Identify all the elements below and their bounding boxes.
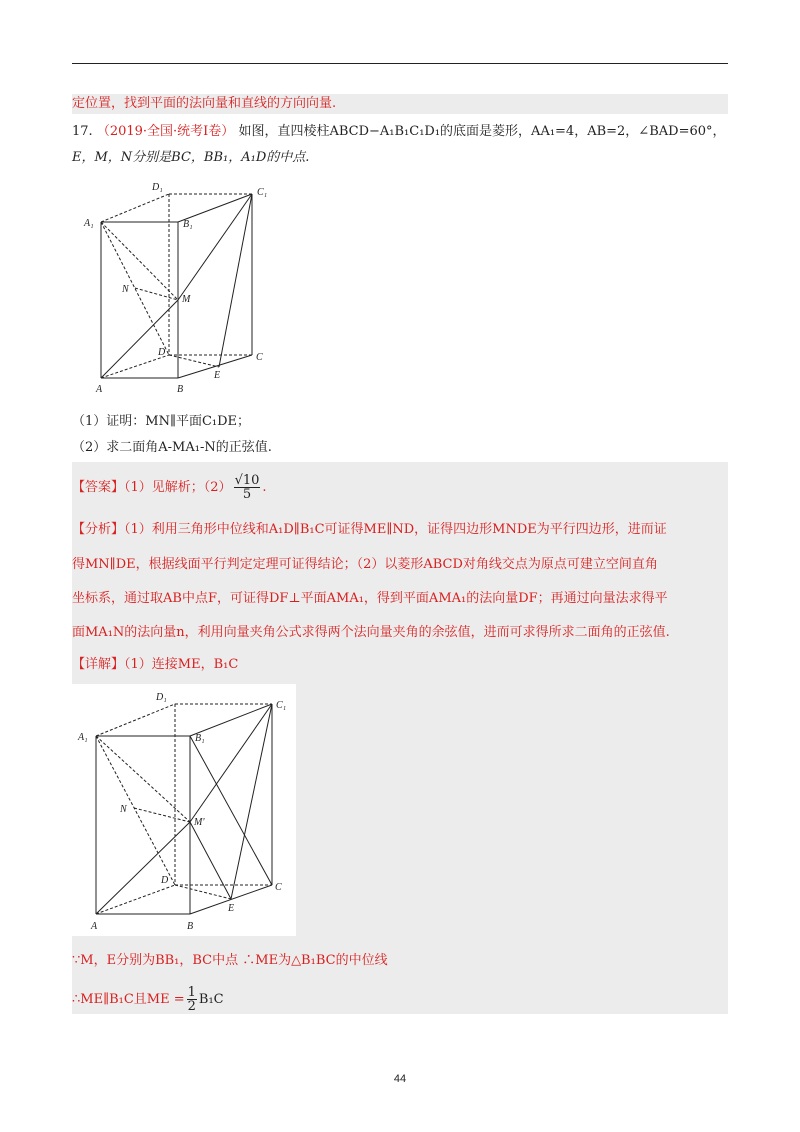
- fig2-label-B1: B₁: [195, 733, 205, 744]
- label-M: M: [182, 294, 191, 305]
- question-1: （1）证明：MN∥平面C₁DE；: [72, 414, 251, 429]
- label-B: B: [177, 384, 184, 395]
- fig2-label-A1: A₁: [78, 732, 88, 743]
- fig2-label-M: M': [194, 817, 205, 828]
- problem-line-2: E，M，N分别是BC，BB₁，A₁D的中点.: [72, 150, 310, 165]
- label-E: E: [214, 370, 221, 381]
- answer-frac-den: 5: [242, 487, 252, 502]
- problem-line-1: [72, 123, 726, 141]
- answer-part1: （1）见解析；（2）: [124, 480, 232, 495]
- analysis-text-1: （1）利用三角形中位线和A₁D∥B₁C可证得ME∥ND，证得四边形MNDE为平行四边形，进而证: [124, 522, 667, 537]
- answer-frac-num: √10: [234, 473, 260, 488]
- fig2-label-E: E: [228, 903, 235, 914]
- detail-line-3: [72, 986, 224, 1013]
- detail-frac-den: 2: [187, 999, 196, 1014]
- detail-text-3a: ∴ME∥B₁C且ME =: [72, 992, 185, 1007]
- detail-fraction: [187, 986, 197, 1013]
- label-B1: B₁: [183, 219, 193, 230]
- label-C: C: [256, 352, 263, 363]
- label-C1: C₁: [257, 187, 268, 198]
- label-D1: D₁: [152, 182, 163, 193]
- label-A: A: [96, 384, 103, 395]
- detail-line-2: ∵M，E分别为BB₁，BC中点 ∴ME为△B₁BC的中位线: [72, 953, 388, 968]
- detail-line-1: [72, 656, 238, 674]
- problem-source: （2019·全国·统考Ⅰ卷）: [96, 124, 235, 139]
- analysis-line-3: 坐标系，通过取AB中点F，可证得DF⊥平面AMA₁，得到平面AMA₁的法向量DF；再通过向量法求得平: [72, 591, 668, 606]
- intro-line: 定位置，找到平面的法向量和直线的方向向量.: [72, 96, 337, 111]
- fig2-label-N: N: [120, 804, 127, 815]
- prism-figure-2: [72, 684, 296, 936]
- analysis-line-2: 得MN∥DE，根据线面平行判定定理可证得结论；（2）以菱形ABCD对角线交点为原点可建立空间直角: [72, 557, 658, 572]
- fig2-label-B: B: [187, 921, 194, 932]
- fig2-label-D: D: [161, 875, 169, 886]
- prism-figure-1: [80, 178, 280, 400]
- analysis-line-4: 面MA₁N的法向量n，利用向量夹角公式求得两个法向量夹角的余弦值，进而可求得所求二面角的正弦值.: [72, 625, 670, 640]
- fig2-label-A: A: [91, 921, 98, 932]
- fig2-label-C1: C₁: [276, 700, 287, 711]
- label-A1: A₁: [84, 218, 94, 229]
- detail-tag: 【详解】: [72, 657, 125, 672]
- fig2-label-D1: D₁: [156, 692, 167, 703]
- label-N: N: [122, 284, 129, 295]
- answer-tag: 【答案】: [72, 480, 125, 495]
- detail-text-1: （1）连接ME，B₁C: [124, 657, 239, 672]
- fig2-label-C: C: [275, 882, 282, 893]
- label-D: D: [158, 347, 166, 358]
- header-rule: [72, 63, 728, 64]
- question-2: （2）求二面角A-MA₁-N的正弦值.: [72, 440, 272, 455]
- answer-fraction: [234, 474, 261, 501]
- problem-number: 17.: [72, 124, 93, 139]
- detail-frac-num: 1: [187, 985, 196, 1000]
- problem-text-1: 如图，直四棱柱ABCD−A₁B₁C₁D₁的底面是菱形，AA₁=4，AB=2，∠BAD=60°，: [238, 124, 726, 139]
- detail-text-3b: B₁C: [198, 992, 224, 1007]
- answer-end: .: [262, 480, 267, 495]
- analysis-line-1: [72, 521, 667, 539]
- page-number: 44: [393, 1073, 407, 1085]
- analysis-tag: 【分析】: [72, 522, 125, 537]
- answer-line: [72, 474, 267, 501]
